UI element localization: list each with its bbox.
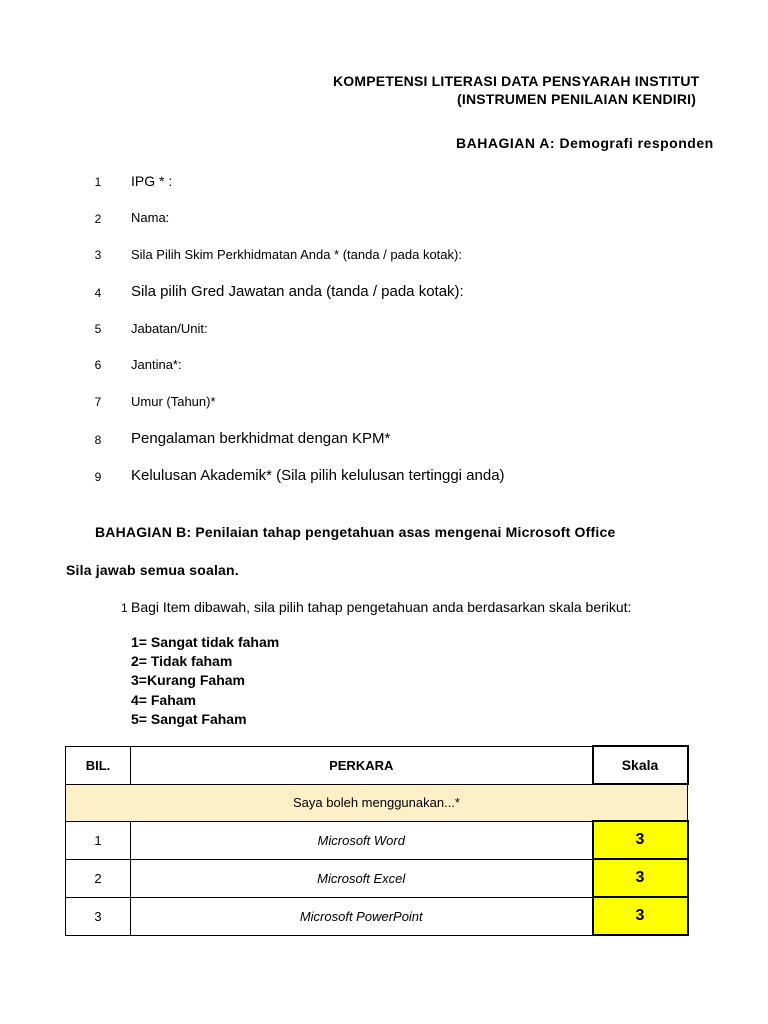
row-bil: 2 bbox=[66, 859, 131, 897]
scale-option: 5= Sangat Faham bbox=[131, 710, 247, 727]
item-label: Bagi Item dibawah, sila pilih tahap pengetahuan anda berdasarkan skala berikut: bbox=[131, 599, 632, 615]
instruction-text: Sila jawab semua soalan. bbox=[66, 562, 239, 578]
question-label: Sila pilih Gred Jawatan anda (tanda / pada kotak): bbox=[131, 283, 464, 300]
table-row bbox=[66, 821, 688, 859]
section-a-heading-block bbox=[0, 135, 714, 155]
row-skala-value[interactable]: 3 bbox=[593, 821, 688, 859]
question-number: 3 bbox=[94, 248, 102, 262]
row-perkara: Microsoft Excel bbox=[131, 859, 593, 897]
question-number: 7 bbox=[94, 395, 102, 409]
row-skala-value[interactable]: 3 bbox=[593, 859, 688, 897]
question-label: Sila Pilih Skim Perkhidmatan Anda * (tanda / pada kotak): bbox=[131, 247, 462, 262]
question-4 bbox=[0, 283, 700, 303]
question-6 bbox=[0, 357, 700, 377]
question-8 bbox=[0, 430, 700, 450]
scale-option: 2= Tidak faham bbox=[131, 653, 233, 670]
column-header-bil: BIL. bbox=[66, 746, 131, 784]
table-subheader: Saya boleh menggunakan...* bbox=[66, 784, 688, 821]
rating-table bbox=[65, 745, 687, 928]
question-9 bbox=[0, 467, 700, 487]
table-row bbox=[66, 859, 688, 897]
section-b-item bbox=[0, 599, 700, 619]
item-number: 1 bbox=[121, 601, 128, 615]
row-skala-value[interactable]: 3 bbox=[593, 897, 688, 935]
question-7 bbox=[0, 394, 700, 414]
column-header-perkara: PERKARA bbox=[131, 746, 593, 784]
question-label: Umur (Tahun)* bbox=[131, 394, 216, 409]
question-number: 4 bbox=[94, 286, 102, 300]
row-perkara: Microsoft PowerPoint bbox=[131, 897, 593, 935]
question-number: 9 bbox=[94, 470, 102, 484]
question-number: 2 bbox=[94, 212, 102, 226]
question-label: Pengalaman berkhidmat dengan KPM* bbox=[131, 430, 391, 447]
question-5 bbox=[0, 321, 700, 341]
section-a-heading: BAHAGIAN A: Demografi responden bbox=[456, 135, 714, 151]
row-bil: 1 bbox=[66, 821, 131, 859]
question-label: Jabatan/Unit: bbox=[131, 321, 208, 336]
question-number: 1 bbox=[94, 175, 102, 189]
question-number: 6 bbox=[94, 358, 102, 372]
question-label: Jantina*: bbox=[131, 357, 182, 372]
title-block bbox=[0, 73, 700, 113]
row-perkara: Microsoft Word bbox=[131, 821, 593, 859]
question-label: Nama: bbox=[131, 210, 170, 225]
question-label: IPG * : bbox=[131, 173, 173, 189]
scale-legend bbox=[131, 633, 279, 729]
column-header-skala: Skala bbox=[593, 746, 688, 784]
row-bil: 3 bbox=[66, 897, 131, 935]
document-title: KOMPETENSI LITERASI DATA PENSYARAH INSTITUT bbox=[333, 73, 700, 89]
scale-option: 1= Sangat tidak faham bbox=[131, 634, 280, 650]
question-2 bbox=[0, 210, 700, 230]
scale-option: 4= Faham bbox=[131, 691, 196, 708]
question-label: Kelulusan Akademik* (Sila pilih kelulusan tertinggi anda) bbox=[131, 467, 505, 484]
question-1 bbox=[0, 173, 700, 193]
table-row bbox=[66, 897, 688, 935]
question-number: 8 bbox=[94, 433, 102, 447]
document-subtitle: (INSTRUMEN PENILAIAN KENDIRI) bbox=[457, 91, 697, 107]
question-number: 5 bbox=[94, 322, 102, 336]
section-b-heading: BAHAGIAN B: Penilaian tahap pengetahuan asas mengenai Microsoft Office bbox=[95, 524, 616, 540]
scale-option: 3=Kurang Faham bbox=[131, 672, 245, 689]
question-3 bbox=[0, 247, 700, 267]
